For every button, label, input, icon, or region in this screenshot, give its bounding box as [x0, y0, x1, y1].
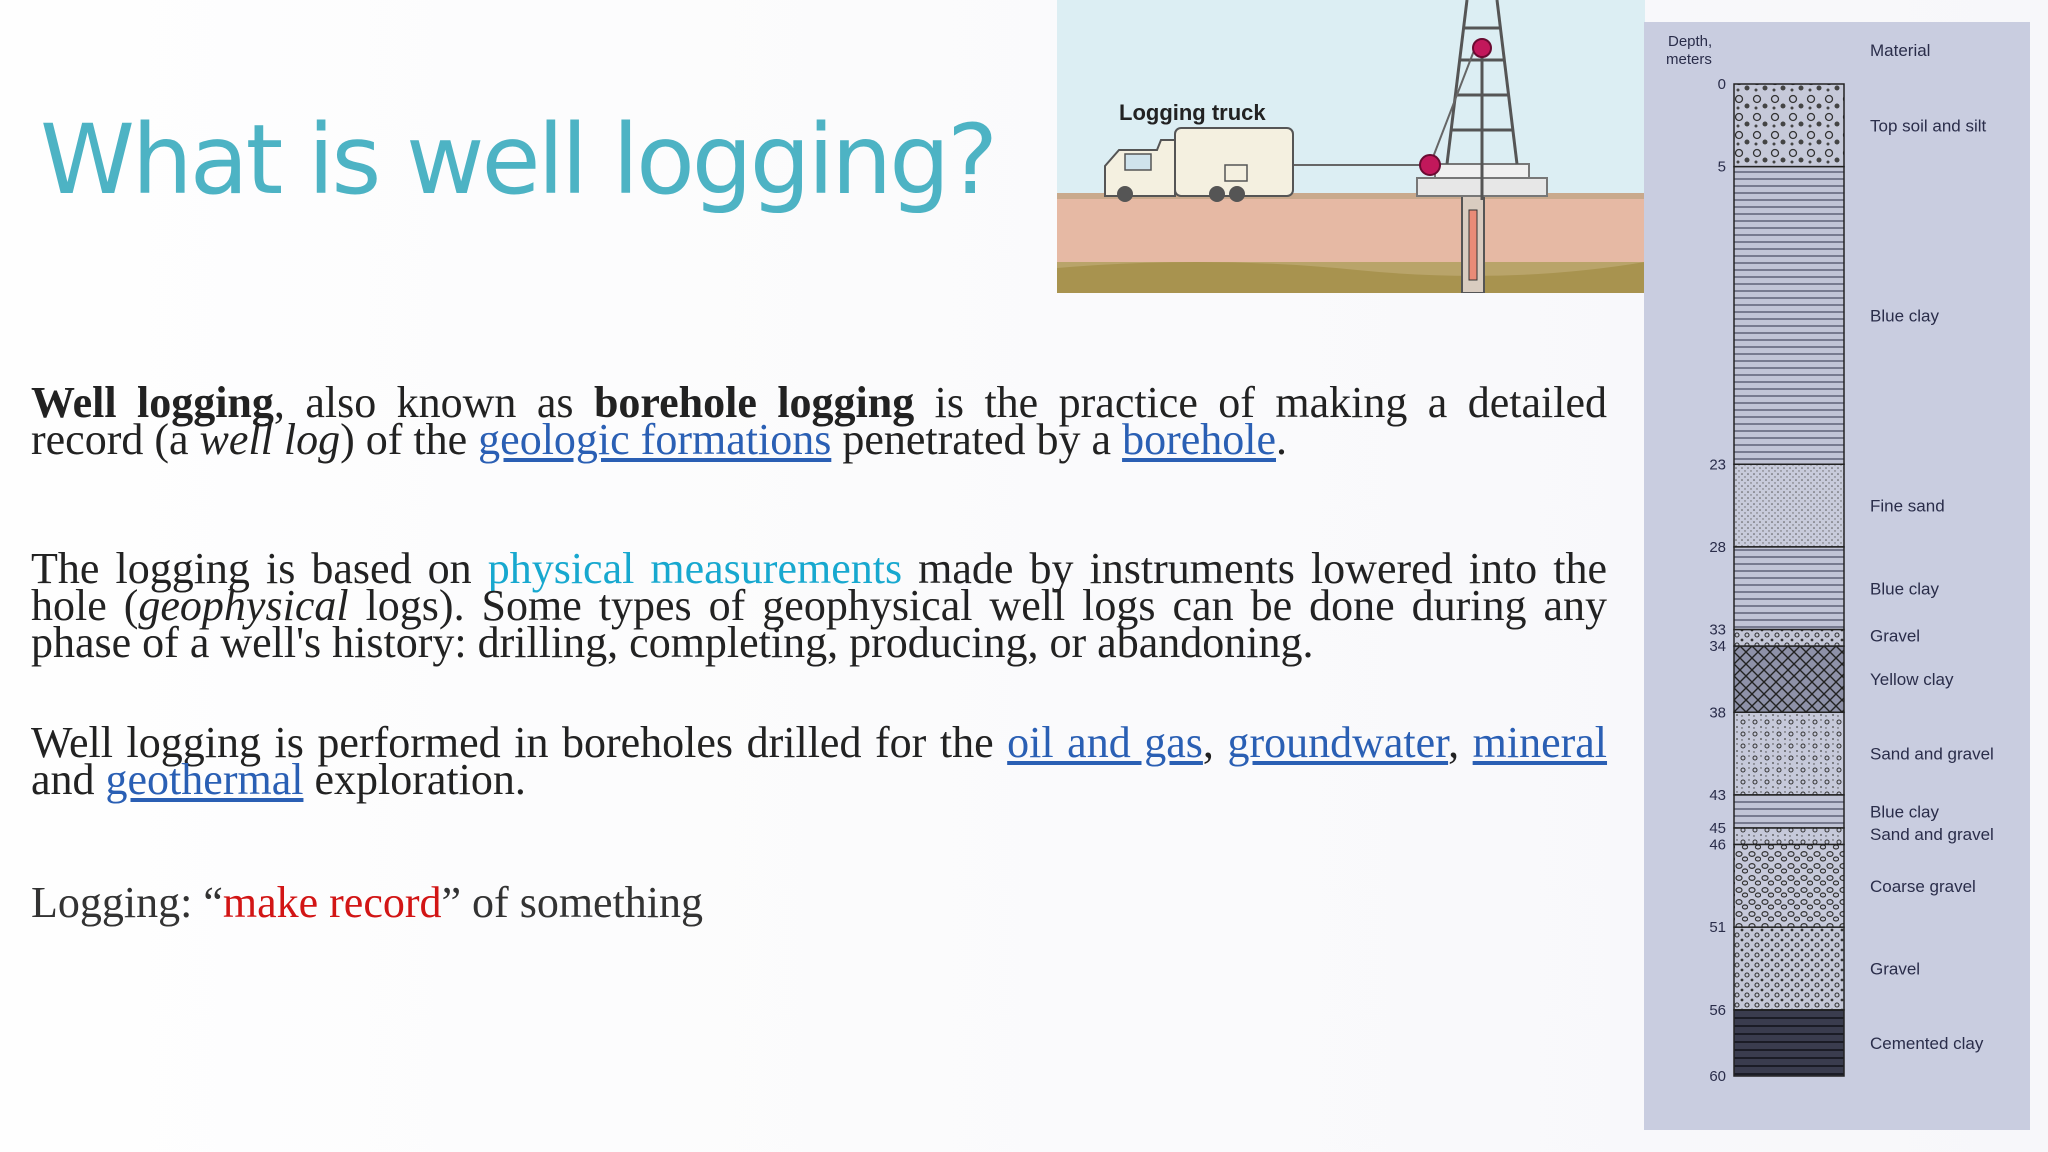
material-label: Blue clay: [1870, 579, 1939, 599]
paragraph-measurements: [31, 544, 1608, 667]
layer-sand-and-gravel: [1734, 712, 1844, 795]
layer-fine-sand: [1734, 464, 1844, 547]
material-label: Sand and gravel: [1870, 744, 1994, 764]
text-run: The logging is based on: [31, 544, 488, 593]
depth-tick: 56: [1709, 1001, 1726, 1019]
material-label: Cemented clay: [1870, 1033, 1984, 1053]
layer-blue-clay: [1734, 795, 1844, 828]
term-geophysical: geophysical: [138, 581, 349, 630]
depth-tick: 5: [1717, 158, 1726, 176]
text-run: Well logging is performed in boreholes drilled for the: [31, 718, 1008, 767]
text-run: made by instruments lowered into the hole (: [31, 544, 1607, 630]
material-label: Blue clay: [1870, 802, 1939, 822]
depth-tick: 34: [1709, 638, 1726, 656]
material-label: Top soil and silt: [1870, 116, 1987, 136]
depth-tick: 45: [1709, 820, 1726, 837]
link-groundwater[interactable]: groundwater: [1227, 718, 1449, 767]
link-borehole[interactable]: borehole: [1122, 415, 1276, 464]
material-label: Gravel: [1870, 626, 1921, 646]
text-run: logs). Some types of geophysical well logs can be done during any phase of a well's history: drilling, completing, producing, or abandoning.: [31, 581, 1608, 667]
term-borehole-logging: borehole logging: [593, 378, 915, 427]
layer-gravel: [1734, 630, 1844, 647]
geologic-column-figure: [1644, 22, 2030, 1130]
text-run: penetrated by a: [831, 415, 1123, 464]
material-label: Yellow clay: [1870, 670, 1954, 690]
text-run: ) of the: [340, 415, 479, 464]
text-run: Logging: “: [31, 878, 223, 927]
text-run: ,: [1448, 718, 1473, 767]
depth-tick: 33: [1709, 621, 1726, 639]
layer-blue-clay: [1734, 167, 1844, 465]
text-run: , also known as: [273, 378, 594, 427]
layer-sand-and-gravel: [1734, 828, 1844, 845]
text-run: and: [31, 755, 106, 804]
layer-blue-clay: [1734, 547, 1844, 630]
depth-tick: 28: [1709, 538, 1726, 556]
text-run: .: [1276, 415, 1287, 464]
material-label: Fine sand: [1870, 496, 1945, 516]
paragraph-logging-meaning: [31, 878, 1607, 927]
depth-header-line1: Depth,: [1668, 33, 1713, 50]
depth-tick: 23: [1709, 456, 1726, 474]
depth-tick: 0: [1717, 76, 1726, 93]
layer-cemented-clay: [1734, 1010, 1844, 1076]
layer-coarse-gravel: [1734, 845, 1844, 928]
material-label: Blue clay: [1870, 306, 1939, 326]
layer-yellow-clay: [1734, 646, 1844, 712]
text-run: is the practice of making a detailed record (a: [31, 378, 1607, 464]
depth-tick: 60: [1709, 1068, 1726, 1085]
link-geothermal[interactable]: geothermal: [105, 755, 304, 804]
text-run: ” of something: [441, 878, 704, 927]
paragraph-definition: [31, 378, 1607, 464]
slide-title: What is well logging?: [40, 104, 996, 216]
highlight-physical-measurements: physical measurements: [487, 544, 903, 593]
link-oil-and-gas[interactable]: oil and gas: [1007, 718, 1203, 767]
text-run: ,: [1202, 718, 1228, 767]
material-label: Coarse gravel: [1870, 876, 1976, 896]
paragraph-applications: [31, 718, 1608, 804]
text-run: exploration.: [303, 755, 526, 804]
link-geologic-formations[interactable]: geologic formations: [478, 415, 832, 464]
link-mineral[interactable]: mineral: [1472, 718, 1608, 767]
material-label: Gravel: [1870, 959, 1921, 979]
material-header: Material: [1870, 41, 1931, 60]
depth-tick: 43: [1709, 786, 1726, 804]
layer-gravel: [1734, 927, 1844, 1010]
depth-tick: 51: [1709, 919, 1726, 937]
logging-truck-illustration: [1057, 0, 1645, 293]
term-well-logging: Well logging: [31, 378, 274, 427]
depth-header-line2: meters: [1666, 51, 1712, 68]
depth-tick: 46: [1709, 836, 1726, 854]
term-well-log: well log: [199, 415, 341, 464]
truck-label: Logging truck: [1119, 100, 1266, 125]
layer-top-soil-and-silt: [1734, 84, 1844, 167]
emphasis-make-record: make record: [222, 878, 442, 927]
material-label: Sand and gravel: [1870, 825, 1994, 844]
depth-tick: 38: [1709, 704, 1726, 722]
